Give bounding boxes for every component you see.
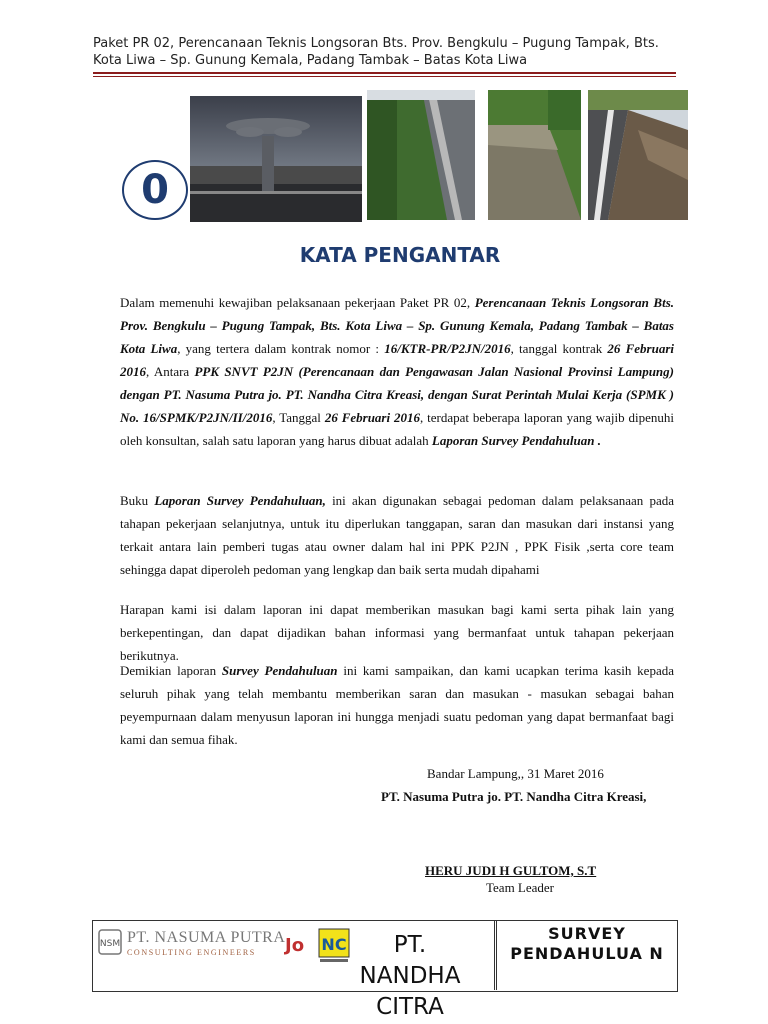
text: , yang tertera dalam kontrak nomor : [177,341,385,356]
nasuma-company-subtitle: CONSULTING ENGINEERS [127,948,256,957]
signatory-name: HERU JUDI H GULTOM, S.T [425,863,597,878]
text: , terdapat beberapa laporan yang wajib dipenuhi oleh konsultan, salah satu laporan yang harus dibuat adalah [120,410,674,448]
page-header [93,35,683,69]
nasuma-company-name: PT. NASUMA PUTRA [127,929,286,946]
paragraph-purpose [120,489,674,581]
nasuma-logo-icon [98,929,122,955]
footer-divider [494,920,495,990]
photo-retaining-wall [488,90,581,220]
page-title: KATA PENGANTAR [299,243,501,267]
spmk-date: 26 Februari 2016 [324,410,420,425]
report-name: Laporan Survey Pendahuluan . [431,433,601,448]
header-rule-thin [93,76,676,77]
header-line-1: Paket PR 02, Perencanaan Teknis Longsoran Bts. Prov. Bengkulu – Pugung Tampak, Bts. [93,36,659,51]
paragraph-hope: Harapan kami isi dalam laporan ini dapat memberikan masukan bagi kami serta pihak lain yang berkepentingan, dan dapat dijadikan bahan informasi yang bermanfaat untuk tahapan pekerjaan berikutnya. [120,602,674,663]
contract-date: 26 Februari 2016 [120,341,674,379]
paragraph-intro [120,291,674,452]
spmk-text: , dengan Surat Perintah Mulai Kerja (SPMK ) No. [120,387,675,425]
photo-landslide [588,90,688,220]
text: Buku [120,493,155,508]
svg-text:NC: NC [321,935,347,954]
text: ini akan digunakan sebagai pedoman dalam pelaksanaan pada tahapan pekerjaan selanjutnya, untuk itu diperlukan tanggapan, saran dan masukan dari instansi yang terkait antara lain pemberi tugas atau owner dalam hal ini PPK P2JN , PPK Fisik ,serta core team sehingga dapat diperoleh pedoman yang lengkap dan baik serta mudah dipahami [120,493,674,577]
header-line-2: Kota Liwa – Sp. Gunung Kemala, Padang Tambak – Batas Kota Liwa [93,53,528,68]
place-date: Bandar Lampung,, 31 Maret 2016 [427,766,604,781]
report-name: Survey Pendahuluan [221,663,338,678]
paragraph-closing [120,659,674,751]
spmk-number: 16/SPMK/P2JN/II/2016 [143,410,273,425]
header-rule-thick [93,72,676,74]
joint-operation-label: Jo [285,935,305,956]
text: , Tanggal [272,410,325,425]
text: Dalam memenuhi kewajiban pelaksanaan pekerjaan Paket PR 02, [120,295,475,310]
signing-company: PT. Nasuma Putra jo. PT. Nandha Citra Kreasi, [381,789,647,804]
project-name: Perencanaan Teknis Longsoran Bts. Prov. Bengkulu – Pugung Tampak, Bts. Kota Liwa – Sp. Gunung Kemala, Padang Tambak – Batas Kota Liwa [120,295,675,356]
photo-monument [190,96,362,222]
report-name: Laporan Survey Pendahuluan, [154,493,326,508]
chapter-number-badge: 0 [122,160,188,220]
text: , Antara [146,364,195,379]
parties: PPK SNVT P2JN (Perencanaan dan Pengawasan Jalan Nasional Provinsi Lampung) dengan PT. Nasuma Putra jo. PT. Nandha Citra Kreasi [120,364,674,402]
text: ini kami sampaikan, dan kami ucapkan terima kasih kepada seluruh pihak yang telah membantu memberikan saran dan masukan - masukan sebagai bahan peyempurnaan dalam menyusun laporan ini hungga menjadi suatu pedoman yang dapat bermanfaat bagi kami dan semua fihak. [120,663,674,747]
photo-road-slope [367,90,475,220]
text: , tanggal kontrak [510,341,608,356]
report-type-label: SURVEY PENDAHULUA N [510,924,664,963]
svg-text:NSM: NSM [99,939,121,949]
nandha-company-name: PT. NANDHA CITRA [359,932,461,1020]
text: Demikian laporan [120,663,222,678]
signatory-role: Team Leader [486,880,555,895]
contract-number: 16/KTR-PR/P2JN/2016 [384,341,511,356]
